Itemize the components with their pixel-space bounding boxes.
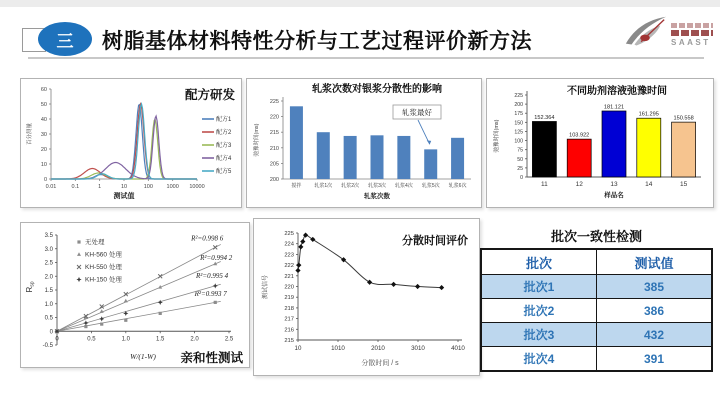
x-tick-label: 3010	[411, 345, 425, 352]
x-axis-label: 轧浆次数	[364, 193, 390, 200]
chart-caption: 亲和性测试	[180, 351, 243, 365]
y-tick-label: 220	[284, 284, 294, 291]
y-tick-label: 100	[514, 138, 523, 145]
bar-value-label: 152.364	[534, 114, 555, 121]
y-tick-label: 40	[40, 117, 47, 123]
x-tick-label: 12	[575, 181, 583, 188]
y-tick-label: 50	[40, 102, 47, 108]
x-axis-label: 样品名	[604, 192, 624, 199]
y-tick-label: -0.5	[42, 343, 53, 349]
y-axis-label: 弛豫时间(ms)	[254, 123, 260, 157]
bar-value-label: 103.922	[569, 132, 590, 139]
legend-label: KH-550 处理	[85, 264, 122, 271]
batch-table	[480, 248, 713, 372]
table-cell: 批次1	[481, 275, 597, 299]
section-badge	[38, 22, 92, 56]
x-tick-label: 轧浆4次	[394, 183, 413, 189]
x-tick-label: 0	[55, 336, 59, 343]
y-tick-label: 200	[269, 177, 279, 183]
y-tick-label: 25	[517, 165, 523, 172]
milling-bar-chart	[247, 79, 479, 205]
x-tick-label: 13	[610, 181, 618, 188]
y-axis-label: 百分测量	[27, 122, 33, 146]
bar	[451, 138, 464, 179]
chart-title: 配方研发	[184, 88, 235, 102]
bar	[397, 136, 410, 179]
y-tick-label: 222	[284, 263, 294, 270]
x-tick-label: 1000	[166, 184, 179, 190]
marker-star	[213, 283, 218, 288]
y-tick-label: 3.5	[44, 233, 53, 239]
x-tick-label: 搅拌	[291, 183, 302, 189]
marker-square	[159, 312, 162, 315]
y-tick-label: 50	[517, 156, 523, 163]
y-tick-label: 224	[284, 241, 294, 248]
legend-label: 无处理	[85, 239, 105, 246]
marker-square	[124, 319, 127, 322]
y-tick-label: 218	[284, 305, 294, 312]
marker-star	[76, 277, 81, 282]
chart-title: 不同助剂溶液弛豫时间	[567, 86, 667, 97]
panel-batch-consistency	[480, 215, 713, 370]
table-row	[481, 275, 712, 299]
r-squared-label: R²=0.993 7	[194, 290, 227, 299]
y-tick-label: 0	[520, 175, 523, 181]
y-tick-label: 225	[514, 93, 523, 99]
series-line	[51, 116, 197, 179]
y-tick-label: 3.0	[44, 246, 53, 253]
x-tick-label: 轧浆2次	[341, 183, 360, 189]
bar	[672, 122, 696, 177]
y-tick-label: 0.5	[44, 315, 53, 322]
x-tick-label: 11	[541, 181, 548, 188]
x-tick-label: 2.5	[224, 336, 234, 343]
affinity-scatter-chart	[21, 223, 247, 365]
bar	[424, 149, 437, 179]
y-tick-label: 220	[269, 114, 279, 121]
marker-x	[77, 265, 81, 269]
table-header-cell: 测试值	[597, 249, 713, 275]
y-tick-label: 216	[284, 327, 294, 334]
rog-eye-icon	[622, 13, 668, 55]
y-tick-label: 75	[517, 147, 523, 154]
table-header-cell: 批次	[481, 249, 597, 275]
y-tick-label: 60	[40, 87, 47, 93]
marker-diamond	[415, 284, 420, 289]
x-tick-label: 10	[294, 345, 302, 352]
x-tick-label: 2010	[371, 345, 385, 352]
batch-table-title: 批次一致性检测	[550, 229, 642, 244]
x-tick-label: 轧浆3次	[368, 183, 386, 189]
marker-diamond	[298, 244, 303, 249]
x-tick-label: 轧浆6次	[448, 183, 467, 189]
x-axis-label: W/(1-W)	[130, 352, 156, 361]
r-squared-label: R²=0.998 6	[191, 234, 224, 243]
x-tick-label: 1.5	[156, 336, 165, 343]
bar	[317, 132, 330, 179]
y-tick-label: 1.0	[44, 301, 53, 308]
x-tick-label: 2.0	[190, 336, 199, 343]
y-tick-label: 225	[269, 99, 279, 105]
y-tick-label: 0	[49, 329, 53, 336]
x-tick-label: 0.5	[87, 336, 96, 343]
x-tick-label: 14	[645, 181, 653, 188]
chart-title: 轧浆次数对银浆分散性的影响	[312, 84, 442, 95]
r-squared-label: R²=0.994 2	[200, 253, 233, 262]
table-cell: 432	[597, 323, 713, 347]
x-tick-label: 1	[98, 184, 102, 190]
panel-milling-effect	[246, 78, 482, 208]
legend-label: 配方1	[216, 117, 232, 123]
y-tick-label: 150	[514, 120, 523, 127]
marker-star	[158, 300, 163, 305]
x-tick-label: 10000	[189, 184, 205, 190]
table-cell: 批次4	[481, 347, 597, 372]
legend-label: 配方2	[216, 130, 232, 136]
marker-diamond	[295, 268, 300, 273]
x-tick-label: 100	[143, 184, 153, 190]
marker-diamond	[300, 239, 305, 244]
x-tick-label: 10	[120, 184, 128, 190]
marker-star	[123, 311, 128, 316]
additive-bar-chart	[487, 79, 711, 205]
annotation-label: 轧浆最好	[402, 108, 432, 117]
bar	[532, 121, 556, 177]
fit-line	[57, 244, 221, 331]
x-tick-label: 4010	[451, 345, 465, 352]
y-tick-label: 205	[269, 161, 279, 168]
logo-text	[671, 22, 713, 47]
table-header-row	[481, 249, 712, 275]
x-tick-label: 0.01	[45, 184, 57, 190]
y-tick-label: 210	[269, 145, 279, 152]
marker-square	[214, 301, 217, 304]
x-tick-label: 0.1	[71, 184, 80, 190]
legend-label: 配方3	[216, 143, 232, 149]
dispersion-line-chart	[254, 219, 477, 373]
y-tick-label: 0	[43, 177, 47, 183]
y-tick-label: 175	[514, 111, 523, 118]
bar	[290, 106, 303, 179]
table-cell: 391	[597, 347, 713, 372]
panel-additive-relaxation	[486, 78, 714, 208]
fit-line	[57, 284, 221, 331]
table-row	[481, 347, 712, 372]
table-row	[481, 323, 712, 347]
marker-star	[83, 320, 88, 325]
panel-formula-development	[20, 78, 242, 208]
legend-label: 配方5	[216, 169, 232, 175]
y-tick-label: 2.0	[44, 274, 53, 281]
panel-affinity-test	[20, 222, 250, 368]
panel-dispersion-time	[253, 218, 480, 376]
bar	[567, 139, 591, 177]
table-cell: 批次2	[481, 299, 597, 323]
logo-cn-row2	[671, 30, 713, 36]
x-tick-label: 1.0	[121, 336, 130, 343]
y-tick-label: 221	[284, 273, 294, 280]
marker-square	[77, 240, 80, 243]
y-tick-label: 225	[284, 231, 294, 237]
x-axis-label: 测试值	[113, 193, 135, 200]
marker-diamond	[367, 280, 372, 285]
y-axis-label: Rsp	[25, 281, 36, 293]
logo-cn-row1	[671, 23, 713, 28]
marker-diamond	[439, 285, 444, 290]
bar	[602, 111, 626, 177]
x-tick-label: 15	[679, 181, 688, 188]
y-tick-label: 223	[284, 252, 294, 259]
series-line	[51, 119, 197, 179]
fit-line	[57, 301, 221, 331]
legend-label: KH-560 处理	[85, 251, 122, 259]
marker-diamond	[391, 282, 396, 287]
x-tick-label: 1010	[331, 345, 345, 352]
marker-star	[99, 316, 104, 321]
table-cell: 386	[597, 299, 713, 323]
table-cell: 批次3	[481, 323, 597, 347]
bar-value-label: 161.295	[638, 111, 659, 118]
y-tick-label: 10	[40, 162, 47, 168]
y-tick-label: 200	[514, 102, 523, 109]
chart-title: 分散时间评价	[402, 235, 468, 247]
marker-x	[213, 245, 217, 249]
section-badge-label: 三	[56, 31, 74, 51]
marker-diamond	[296, 263, 301, 268]
y-tick-label: 30	[40, 132, 47, 138]
legend-label: KH-150 处理	[85, 276, 122, 284]
table-cell: 385	[597, 275, 713, 299]
y-tick-label: 125	[514, 129, 523, 136]
formula-line-chart	[21, 79, 239, 205]
bar	[344, 136, 357, 179]
y-tick-label: 219	[284, 295, 294, 302]
logo-caption: SAAST	[671, 37, 711, 47]
top-strip	[0, 0, 720, 7]
y-axis-label: 测试信号	[263, 274, 269, 300]
bar	[371, 135, 384, 179]
marker-triangle	[77, 252, 81, 256]
y-tick-label: 1.5	[44, 288, 53, 294]
marker-square	[100, 323, 103, 326]
marker-triangle	[100, 309, 104, 313]
r-squared-label: R²=0.995 4	[195, 272, 229, 281]
y-tick-label: 217	[284, 316, 294, 323]
legend-label: 配方4	[216, 156, 232, 162]
bar-value-label: 150.558	[673, 115, 694, 122]
x-tick-label: 轧浆1次	[314, 183, 333, 189]
y-tick-label: 215	[284, 338, 294, 344]
y-tick-label: 215	[269, 130, 279, 137]
table-row	[481, 299, 712, 323]
y-tick-label: 20	[40, 147, 47, 153]
page-title: 树脂基体材料特性分析与工艺过程评价新方法	[102, 30, 532, 53]
x-axis-label: 分散时间 / s	[361, 360, 399, 367]
bar	[637, 118, 661, 177]
bar-value-label: 181.121	[603, 104, 625, 111]
y-axis-label: 弛豫时间(ms)	[494, 119, 500, 153]
marker-triangle	[124, 299, 128, 303]
y-tick-label: 2.5	[44, 260, 53, 267]
header-rule	[28, 57, 704, 59]
x-tick-label: 轧浆5次	[421, 183, 440, 189]
org-logo	[622, 10, 716, 58]
